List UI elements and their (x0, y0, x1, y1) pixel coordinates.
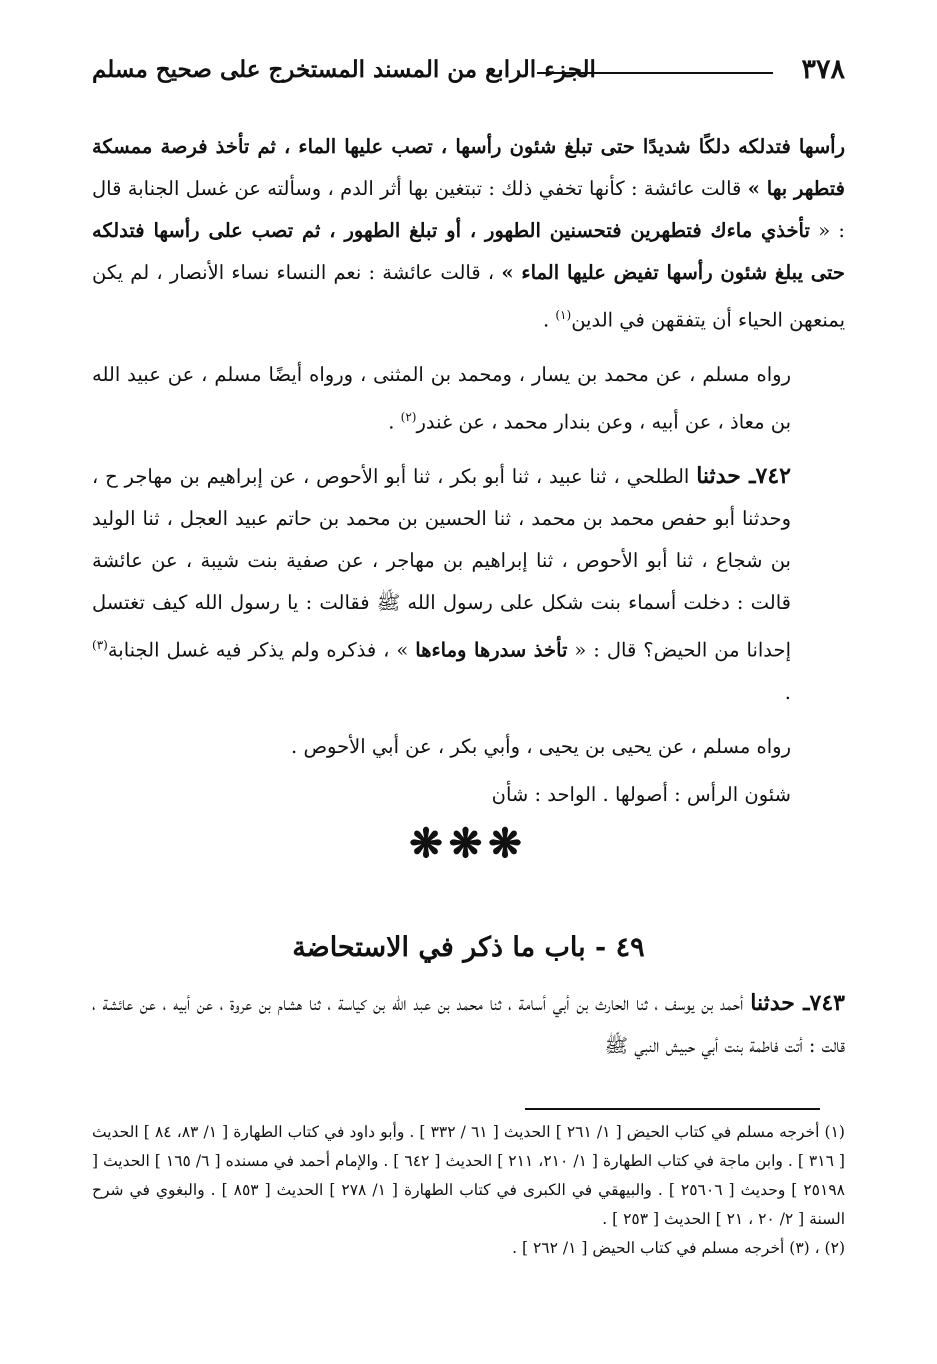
hadith-number: ٧٤٢ـ حدثنا (696, 463, 791, 489)
footnote-ref: (١) (555, 308, 572, 322)
paragraph-gloss: شئون الرأس : أصولها . الواحد : شأن (491, 782, 791, 806)
footnote-ref: (٢) (400, 409, 417, 424)
paragraph-text: قالت عائشة : كأنها تخفي ذلك : تبتغين بها أثر الدم ، وسألته عن غسل الجنابة قال : « (92, 177, 845, 242)
running-title: الجزء الرابع من المسند المستخرج على صحيح مسلم (92, 56, 596, 83)
footnote-rule (525, 1108, 820, 1110)
paragraph-text: » ، فذكره ولم يذكر فيه غسل الجنابة (107, 638, 409, 662)
hadith-quote-bold: تأخذي ماءك فتطهرين فتحسنين الطهور ، أو تبلغ الطهور ، ثم تصب على رأسها فتدلكه حتى يبلغ شئون رأسها تفيض عليها الماء » (92, 219, 845, 284)
paragraph-text: أحمد بن يوسف ، ثنا الحارث بن أبي أسامة ، ثنا محمد بن عبد الله بن كياسة ، ثنا هشام بن عروة ، عن أبيه ، عن عائشة ، قالت : أتت فاطمة بنت أبي حبيش النبي ﷺ (92, 992, 845, 1057)
page-header (92, 54, 845, 98)
paragraph-text: رواه مسلم ، عن محمد بن يسار ، ومحمد بن المثنى ، ورواه أيضًا مسلم ، عن عبيد الله بن معاذ ، عن أبيه ، وعن بندار محمد ، عن غندر (92, 362, 791, 433)
footnote-2-3: (٢) ، (٣) أخرجه مسلم في كتاب الحيض [ ١/ ٢٦٢ ] . (512, 1239, 845, 1257)
paragraph-end: . (542, 308, 550, 332)
paragraph-text: الطلحي ، ثنا عبيد ، ثنا أبو بكر ، ثنا أبو الأحوص ، عن إبراهيم بن مهاجر ح ، وحدثنا أبو حفص محمد بن محمد ، ثنا الحسين بن محمد بن حاتم عبيد العجل ، ثنا الوليد بن شجاع ، ثنا أبو الأحوص ، ثنا إبراهيم بن مهاجر ، عن صفية بنت شيبة ، عن عائشة قالت : دخلت أسماء بنت شكل على رسول الله ﷺ فقالت : يا رسول الله كيف تغتسل إحدانا من الحيض؟ قال : « (92, 465, 792, 662)
paragraph-hadith-742 (92, 455, 845, 714)
main-text-continued (92, 982, 845, 1067)
paragraph-hadith-continuation (92, 126, 845, 342)
main-text (92, 126, 845, 828)
footnotes (92, 1118, 845, 1263)
section-separator: ❋❋❋ (409, 820, 528, 867)
hadith-quote-bold: رأسها فتدلكه دلكًا شديدًا حتى تبلغ شئون رأسها ، تصب عليها الماء ، ثم تأخذ فرصة ممسكة فتطهر بها » (92, 135, 845, 200)
paragraph-text: ، قالت عائشة : نعم النساء نساء الأنصار ، لم يكن يمنعهن الحياء أن يتفقهن في الدين (92, 261, 845, 332)
paragraph-narration: رواه مسلم ، عن يحيى بن يحيى ، وأبي بكر ، عن أبي الأحوص . (291, 734, 791, 758)
hadith-quote-bold: تأخذ سدرها وماءها (415, 638, 568, 662)
footnote-1: (١) أخرجه مسلم في كتاب الحيض [ ١/ ٢٦١ ] الحديث [ ٦١ / ٣٣٢ ] . وأبو داود في كتاب الطهارة [ ١/ ٨٣، ٨٤ ] الحديث [ ٣١٦ ] . وابن ماجة في كتاب الطهارة [ ١/ ٢١٠، ٢١١ ] الحديث [ ٦٤٢ ] . والإمام أحمد في مسنده [ ٦/ ١٦٥ ] الحديث [ ٢٥١٩٨ ] وحديث [ ٢٥٦٠٦ ] . والبيهقي في الكبرى في كتاب الطهارة [ ١/ ٢٧٨ ] الحديث [ ٨٥٣ ] . والبغوي في شرح السنة [ ٢/ ٢٠ ، ٢١ ] الحديث [ ٢٥٣ ] . (92, 1123, 845, 1228)
paragraph-hadith-743 (92, 982, 845, 1067)
footnote-ref: (٣) (92, 638, 108, 652)
paragraph-end: . (388, 410, 395, 433)
hadith-number: ٧٤٣ـ حدثنا (750, 990, 845, 1016)
chapter-title: ٤٩ - باب ما ذكر في الاستحاضة (292, 932, 645, 963)
page-number: ٣٧٨ (801, 54, 845, 85)
paragraph-narration (92, 354, 845, 444)
paragraph-end: . (784, 680, 791, 704)
